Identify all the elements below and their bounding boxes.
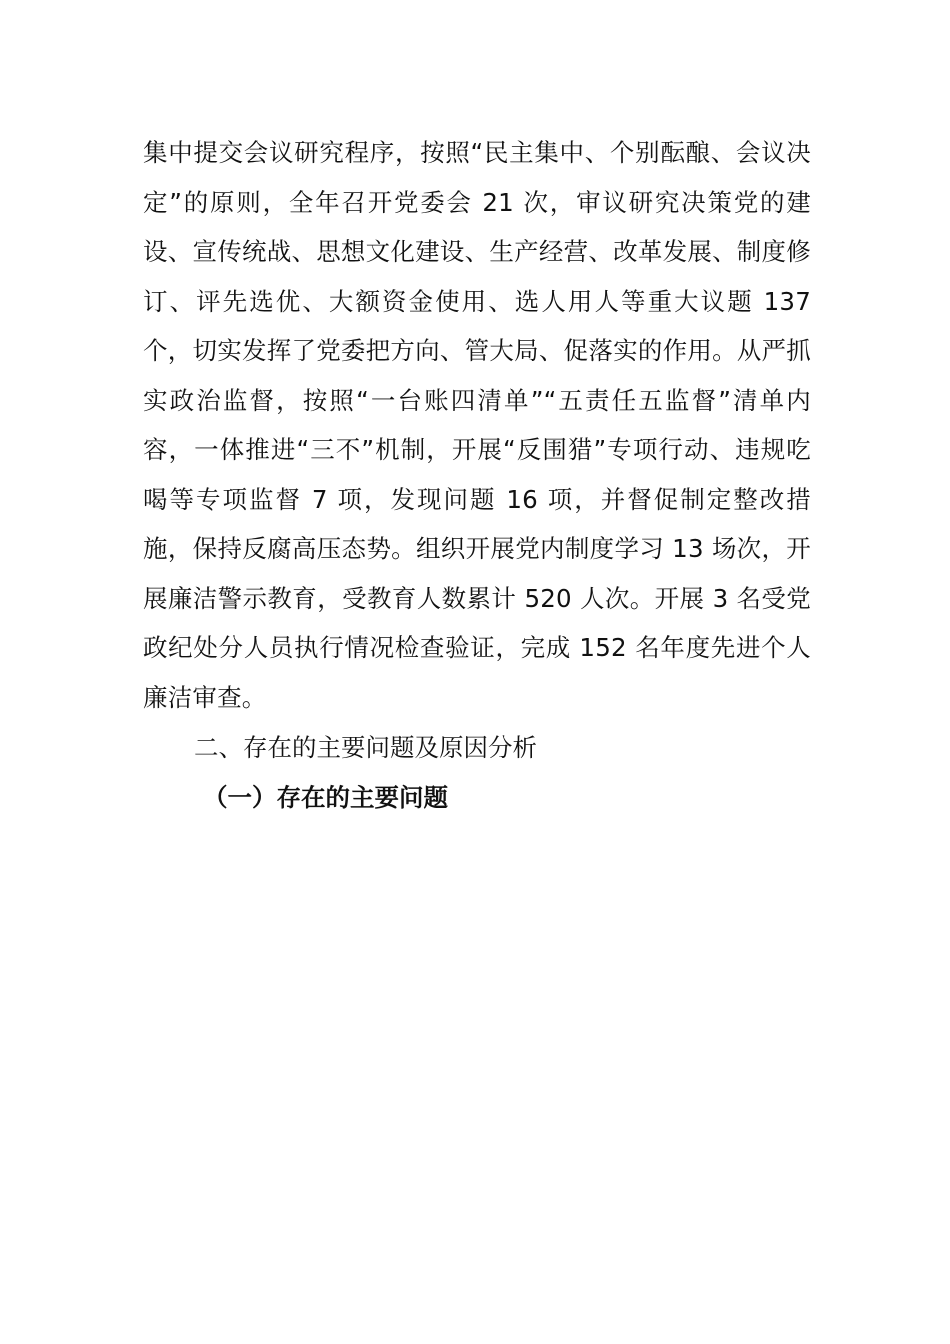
body-paragraph: 集中提交会议研究程序，按照“民主集中、个别酝酿、会议决定”的原则，全年召开党委会 21 次，审议研究决策党的建设、宣传统战、思想文化建设、生产经营、改革发展、制度修订、评先选优、大额资金使用、选人用人等重大议题 137 个，切实发挥了党委把方向、管大局、促落实的作用。从严抓实政治监督，按照“一台账四清单”“五责任五监督”清单内容，一体推进“三不”机制，开展“反围猎”专项行动、违规吃喝等专项监督 7 项，发现问题 16 项，并督促制定整改措施，保持反腐高压态势。组织开展党内制度学习 13 场次，开展廉洁警示教育，受教育人数累计 520 人次。开展 3 名受党政纪处分人员执行情况检查验证，完成 152 名年度先进个人廉洁审查。 xyxy=(143,138,811,712)
section-heading: 二、存在的主要问题及原因分析 xyxy=(194,733,537,762)
subsection-heading: （一）存在的主要问题 xyxy=(203,783,448,812)
